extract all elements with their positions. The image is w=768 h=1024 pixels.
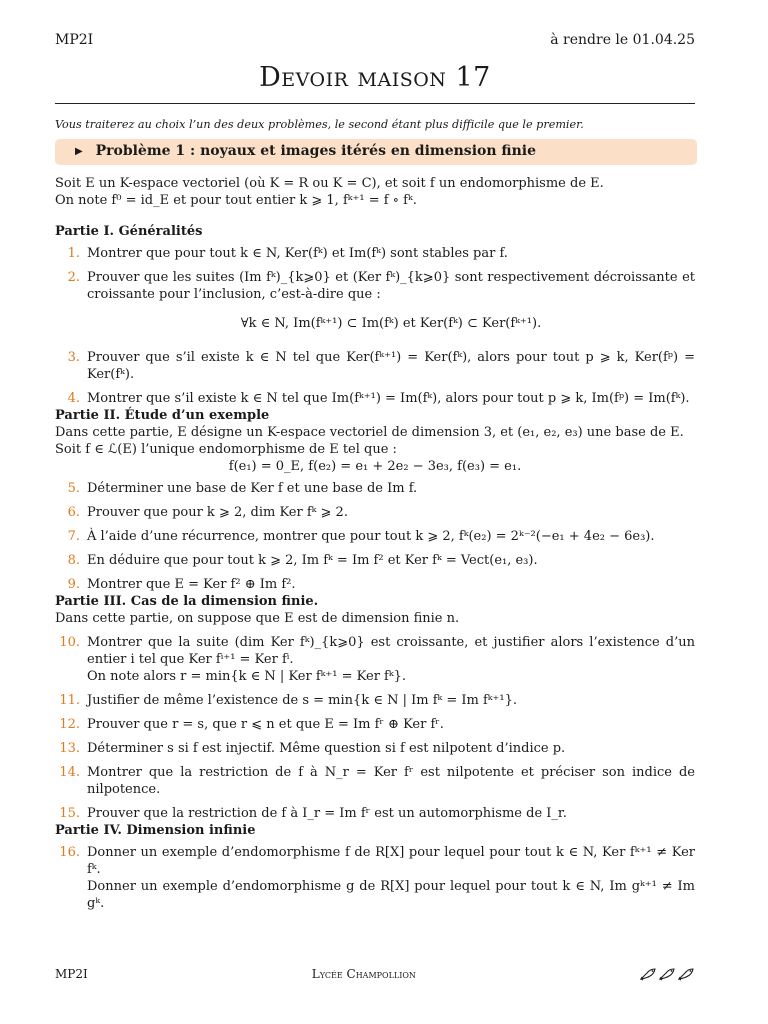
question-text: Prouver que pour k ⩾ 2, dim Ker fᵏ ⩾ 2. [87, 505, 348, 520]
setup-line: On note f⁰ = id_E et pour tout entier k ⩾ 1, fᵏ⁺¹ = f ∘ fᵏ. [55, 193, 417, 208]
question-number: 11. [59, 693, 80, 708]
triangle-icon: ▶ [75, 146, 83, 157]
question-text: À l’aide d’une récurrence, montrer que pour tout k ⩾ 2, fᵏ(e₂) = 2ᵏ⁻²(−e₁ + 4e₂ − 6e₃). [87, 529, 655, 544]
question-text: Déterminer s si f est injectif. Même question si f est nilpotent d’indice p. [87, 741, 566, 756]
fish-icon [678, 967, 695, 981]
question-body: Donner un exemple d’endomorphisme f de R[X] pour lequel pour tout k ∈ N, Ker fᵏ⁺¹ ≠ Ker fᵏ. [87, 845, 695, 877]
question-number: 2. [67, 270, 80, 285]
question [55, 805, 695, 822]
question-number: 16. [59, 845, 80, 860]
header-due-date: à rendre le 01.04.25 [550, 32, 695, 48]
part-title: Partie I. Généralités [55, 224, 203, 239]
question [55, 480, 695, 497]
question [55, 634, 695, 685]
page-title: Devoir maison 17 [259, 62, 491, 93]
question-body: Prouver que les suites (Im fᵏ)_{k⩾0} et (Ker fᵏ)_{k⩾0} sont respectivement décroissante et croissante pour l’inclusion, c’est-à-dire que : [87, 270, 695, 302]
fish-icon [640, 967, 657, 981]
question-text [87, 269, 695, 344]
intro-text: Vous traiterez au choix l’un des deux problèmes, le second étant plus difficile que le premier. [55, 118, 584, 131]
question-number: 7. [67, 529, 80, 544]
question-number: 14. [59, 765, 80, 780]
fish-icon [659, 967, 676, 981]
question [55, 245, 695, 262]
question-note: On note alors r = min{k ∈ N | Ker fᵏ⁺¹ = Ker fᵏ}. [87, 669, 406, 684]
question [55, 504, 695, 521]
question-number: 3. [67, 350, 80, 365]
question-number: 10. [59, 635, 80, 650]
question-text: En déduire que pour tout k ⩾ 2, Im fᵏ = Im f² et Ker fᵏ = Vect(e₁, e₃). [87, 553, 538, 568]
question-number: 6. [67, 505, 80, 520]
question-text: Prouver que r = s, que r ⩽ n et que E = Im fʳ ⊕ Ker fʳ. [87, 717, 444, 732]
question-number: 13. [59, 741, 80, 756]
header [55, 32, 695, 48]
question-text: Montrer que pour tout k ∈ N, Ker(fᵏ) et Im(fᵏ) sont stables par f. [87, 246, 508, 261]
header-class: MP2I [55, 32, 94, 48]
part-title: Partie II. Étude d’un exemple [55, 408, 270, 423]
difficulty-fish-icons [640, 967, 695, 981]
title-rule [55, 103, 695, 104]
question [55, 269, 695, 344]
question-formula: ∀k ∈ N, Im(fᵏ⁺¹) ⊂ Im(fᵏ) et Ker(fᵏ) ⊂ Ker(fᵏ⁺¹). [240, 316, 542, 331]
part-title: Partie IV. Dimension infinie [55, 823, 256, 838]
part-title: Partie III. Cas de la dimension finie. [55, 594, 319, 609]
question-text: Montrer que E = Ker f² ⊕ Im f². [87, 577, 296, 592]
question-number: 12. [59, 717, 80, 732]
footer-class: MP2I [55, 967, 88, 981]
question-text: Montrer que s’il existe k ∈ N tel que Im(fᵏ⁺¹) = Im(fᵏ), alors pour tout p ⩾ k, Im(fᵖ) = Im(fᵏ). [87, 391, 690, 406]
question-number: 8. [67, 553, 80, 568]
question [55, 844, 695, 912]
question [55, 349, 695, 383]
question-text: Déterminer une base de Ker f et une base de Im f. [87, 481, 418, 496]
question-body: Montrer que la suite (dim Ker fᵏ)_{k⩾0} est croissante, et justifier alors l’existence d’un entier i tel que Ker fⁱ⁺¹ = Ker fⁱ. [87, 635, 695, 667]
part-intro: Dans cette partie, on suppose que E est de dimension finie n. [55, 611, 460, 626]
question-number: 4. [67, 391, 80, 406]
question [55, 576, 695, 593]
question-note: Donner un exemple d’endomorphisme g de R[X] pour lequel pour tout k ∈ N, Im gᵏ⁺¹ ≠ Im gᵏ. [87, 879, 695, 911]
question-text [87, 844, 695, 912]
question-text: Montrer que la restriction de f à N_r = Ker fʳ est nilpotente et préciser son indice de nilpotence. [87, 765, 695, 797]
problem-label: Problème 1 : noyaux et images itérés en dimension finie [95, 143, 536, 159]
question [55, 552, 695, 569]
question-text [87, 634, 695, 685]
part-intro: Soit f ∈ ℒ(E) l’unique endomorphisme de E tel que : [55, 442, 397, 457]
footer [55, 967, 695, 981]
question-text: Prouver que s’il existe k ∈ N tel que Ker(fᵏ⁺¹) = Ker(fᵏ), alors pour tout p ⩾ k, Ker(fᵖ) = Ker(fᵏ). [87, 350, 695, 382]
question-text: Prouver que la restriction de f à I_r = Im fʳ est un automorphisme de I_r. [87, 806, 567, 821]
question [55, 740, 695, 757]
question [55, 716, 695, 733]
part-intro: Dans cette partie, E désigne un K-espace vectoriel de dimension 3, et (e₁, e₂, e₃) une base de E. [55, 425, 684, 440]
question [55, 390, 695, 407]
question-number: 1. [67, 246, 80, 261]
question [55, 692, 695, 709]
question [55, 528, 695, 545]
document-body [55, 175, 695, 912]
setup-line: Soit E un K-espace vectoriel (où K = R ou K = C), et soit f un endomorphisme de E. [55, 176, 604, 191]
part-formula: f(e₁) = 0_E, f(e₂) = e₁ + 2e₂ − 3e₃, f(e₃) = e₁. [228, 459, 522, 474]
question [55, 764, 695, 798]
question-number: 9. [67, 577, 80, 592]
question-number: 15. [59, 806, 80, 821]
footer-school: Lycée Champollion [311, 967, 416, 981]
question-text: Justifier de même l’existence de s = min{k ∈ N | Im fᵏ = Im fᵏ⁺¹}. [87, 693, 518, 708]
problem-banner [55, 139, 697, 165]
question-number: 5. [67, 481, 80, 496]
